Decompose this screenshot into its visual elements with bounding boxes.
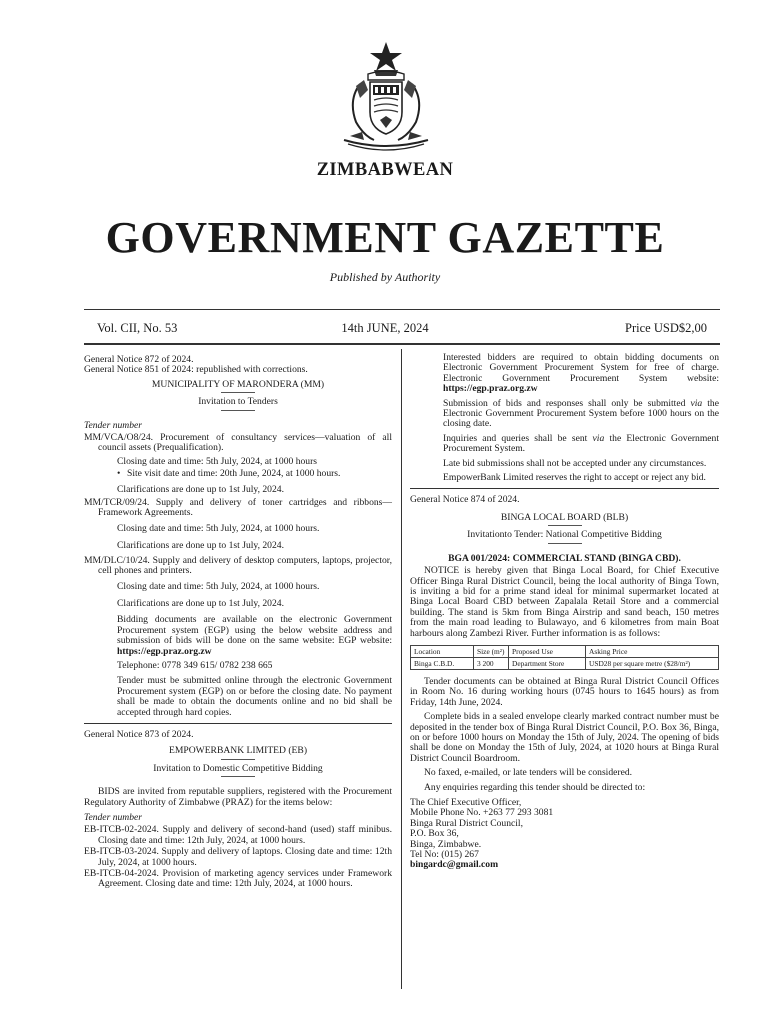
notice-874-heading: Invitationto Tender: National Competitive Bidding: [467, 529, 662, 541]
short-divider: [221, 776, 255, 777]
bullet-icon: •: [117, 468, 121, 480]
tender-mm-dlc: MM/DLC/10/24. Supply and delivery of desktop computers, laptops, projector, cell phones and printers.: [84, 554, 392, 577]
tender-number-label-873: Tender number: [84, 812, 143, 823]
submission-text-b: the Electronic Government Procurement System before 1000 hours on the closing date.: [443, 397, 719, 430]
site-visit-item: [84, 469, 392, 479]
gazette-subtitle: Published by Authority: [329, 270, 441, 284]
short-divider: [221, 410, 255, 411]
tender-documents-paragraph: Tender documents can be obtained at Binga Rural District Council Offices in Room No. 16 during working hours (0745 hours to 1645 hours) as from Friday, 14th June, 2024.: [410, 675, 719, 708]
table-cell-size: 3 200: [474, 657, 509, 669]
tender-mm-vca: MM/VCA/O8/24. Procurement of consultancy services—valuation of all council assets (Prequalification).: [84, 432, 392, 454]
contact-line: P.O. Box 36,: [410, 828, 459, 840]
submission-via: via: [690, 397, 703, 409]
table-header-row: [411, 645, 719, 657]
volume-number: Vol. CII, No. 53: [97, 321, 178, 335]
short-divider: [548, 525, 582, 526]
reserve-rights-paragraph: EmpowerBank Limited reserves the right to accept or reject any bid.: [443, 472, 706, 484]
coat-of-arms-icon: [330, 40, 442, 158]
notice-874-org: BINGA LOCAL BOARD (BLB): [500, 511, 629, 523]
tender-mm-tcr-closing: Closing date and time: 5th July, 2024, at 1000 hours.: [117, 522, 320, 534]
notice-873-heading: Invitation to Domestic Competitive Bidding: [153, 762, 323, 774]
egp-documents-text: Interested bidders are required to obtain bidding documents on Electronic Government Procurement System for free of charge. Electronic Government Procurement System website:: [443, 352, 719, 384]
contact-line: Tel No: (015) 267: [410, 849, 479, 861]
country-heading: ZIMBABWEAN: [316, 160, 454, 180]
telephone-line: Telephone: 0778 349 615/ 0782 238 665: [117, 659, 273, 671]
table-cell-use: Department Store: [509, 657, 586, 669]
table-header-price: Asking Price: [586, 645, 719, 657]
notice-873-intro: BIDS are invited from reputable suppliers, registered with the Procurement Regulatory Authority of Zimbabwe (PRAZ) for the items below:: [84, 786, 392, 808]
table-row: [411, 657, 719, 669]
short-divider: [548, 543, 582, 544]
notice-874-body: NOTICE is hereby given that Binga Local Board, for Chief Executive Officer Binga Rural District Council, being the local authority of Binga Town, is inviting a bid for a prime stand ideal for minimal supermarket located at Binga Local Board CBD between Zapalala Retail Store and a commercial building. The stand is 5km from Binga Airstrip and sand beach, 150 metres from the main road leading to Bulawayo, and 6 kilometres from main Boat harbours along Zambezi River. Further information is as follows:: [410, 565, 719, 639]
short-divider: [221, 392, 255, 393]
stand-table: [410, 645, 719, 670]
table-header-use: Proposed Use: [509, 645, 586, 657]
notice-873-org: EMPOWERBANK LIMITED (EB): [168, 745, 308, 757]
submission-text-a: Submission of bids and responses shall only be submitted: [443, 397, 686, 409]
notice-874-number: General Notice 874 of 2024.: [410, 494, 520, 506]
masthead-rule-bottom: [84, 343, 720, 345]
issue-price: Price USD$2,00: [625, 321, 707, 335]
left-column: [84, 355, 392, 890]
bidding-documents-paragraph: [84, 615, 392, 657]
tender-number-label: Tender number: [84, 419, 143, 431]
tender-mm-tcr-clarifications: Clarifications are done up to 1st July, 2024.: [117, 540, 284, 552]
tender-eb-itcb-04: EB-ITCB-04-2024. Provision of marketing agency services under Framework Agreement. Closing date and time: 12th July, 2024, at 1000 hours.: [84, 868, 392, 890]
contact-block: [410, 798, 719, 871]
masthead-rule-top: [84, 309, 720, 310]
bidding-documents-text: Bidding documents are available on the electronic Government Procurement system (EGP) using the below website address and submission of bids will be done on the same website: EGP website:: [117, 614, 392, 647]
late-bids-paragraph: Late bid submissions shall not be accepted under any circumstances.: [443, 457, 707, 469]
egp-website-link[interactable]: https://egp.praz.org.zw: [117, 645, 212, 657]
table-cell-location: Binga C.B.D.: [411, 657, 474, 669]
notice-874-title: BGA 001/2024: COMMERCIAL STAND (BINGA CBD).: [448, 552, 681, 564]
tender-mm-dlc-clarifications: Clarifications are done up to 1st July, 2024.: [117, 597, 284, 609]
table-header-size: Size (m²): [474, 645, 509, 657]
contact-line: Binga Rural District Council,: [410, 817, 523, 829]
issue-date: 14th JUNE, 2024: [341, 321, 429, 335]
notice-separator: [84, 723, 392, 724]
tender-mm-dlc-closing: Closing date and time: 5th July, 2024, at 1000 hours.: [117, 580, 320, 592]
gazette-title: GOVERNMENT GAZETTE: [105, 213, 665, 262]
notice-872-heading: Invitation to Tenders: [198, 396, 278, 408]
submission-paragraph: [410, 399, 719, 430]
column-divider: [401, 349, 402, 989]
inquiries-text-b: the Electronic Government Procurement System.: [443, 432, 720, 455]
notice-851-reference: General Notice 851 of 2024: republished with corrections.: [84, 364, 308, 376]
inquiries-via: via: [592, 432, 605, 444]
notice-872-number: General Notice 872 of 2024.: [84, 354, 194, 365]
table-header-location: Location: [411, 645, 474, 657]
tender-mm-tcr: MM/TCR/09/24. Supply and delivery of toner cartridges and ribbons—Framework Agreements.: [84, 497, 392, 519]
tender-mm-vca-clarifications: Clarifications are done up to 1st July, 2024.: [117, 483, 284, 495]
right-column: [410, 353, 719, 871]
contact-email-link[interactable]: bingardc@gmail.com: [410, 859, 499, 871]
tender-eb-itcb-02: EB-ITCB-02-2024. Supply and delivery of second-hand (used) staff minibus. Closing date and time: 12th July, 2024, at 1000 hours.: [84, 824, 392, 846]
tender-online-paragraph: Tender must be submitted online through the electronic Government Procurement system (EGP) on or before the closing date. No payment shall be made to obtain the documents online and no bid shall be accepted through hard copies.: [117, 675, 392, 718]
notice-872-org: MUNICIPALITY OF MARONDERA (MM): [151, 378, 325, 390]
short-divider: [221, 759, 255, 760]
no-faxed-paragraph: No faxed, e-mailed, or late tenders will be considered.: [424, 767, 633, 779]
table-cell-price: USD28 per square metre ($28/m²): [586, 657, 719, 669]
contact-line: Mobile Phone No. +263 77 293 3081: [410, 807, 554, 819]
egp-website-link-2[interactable]: https://egp.praz.org.zw: [443, 383, 538, 395]
contact-line: The Chief Executive Officer,: [410, 797, 522, 808]
tender-eb-itcb-03: EB-ITCB-03-2024. Supply and delivery of laptops. Closing date and time: 12th July, 2024, at 1000 hours.: [84, 846, 392, 868]
notice-separator: [410, 488, 719, 489]
inquiries-paragraph: [410, 434, 719, 455]
tender-mm-vca-closing: Closing date and time: 5th July, 2024, at 1000 hours: [117, 455, 318, 467]
inquiries-text-a: Inquiries and queries shall be sent: [443, 432, 588, 444]
notice-873-number: General Notice 873 of 2024.: [84, 728, 194, 740]
site-visit-text: Site visit date and time: 20th June, 2024, at 1000 hours.: [127, 468, 341, 480]
enquiries-paragraph: Any enquiries regarding this tender should be directed to:: [424, 781, 646, 793]
egp-documents-paragraph: [410, 353, 719, 395]
contact-line: Binga, Zimbabwe.: [410, 838, 482, 850]
complete-bids-paragraph: Complete bids in a sealed envelope clearly marked contract number must be deposited in the tender box of Binga Rural District Council, P.O. Box 36, Binga, on or before 1000 hours on Monday the 15th of July, 2024. The opening of bids shall be done on Monday the 15th of July, 2024, at 1020 hours at Binga Rural District Council Boardroom.: [410, 711, 719, 764]
